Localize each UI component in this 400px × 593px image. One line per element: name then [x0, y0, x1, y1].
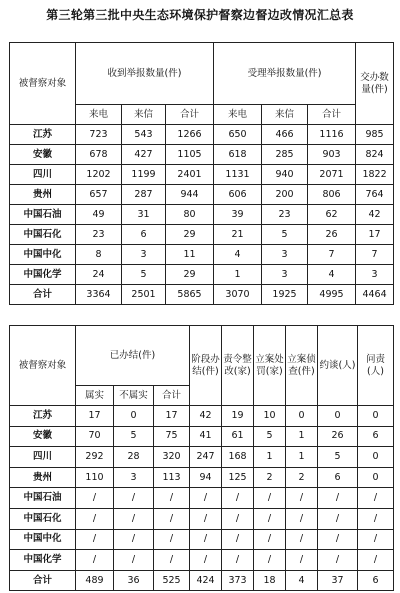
- table-row: [10, 205, 394, 225]
- table-cell: 606: [214, 185, 262, 205]
- header-completed: 已办结(件): [76, 326, 190, 386]
- table-cell: 168: [222, 447, 254, 468]
- row-label: 贵州: [10, 185, 76, 205]
- table-cell: /: [254, 488, 286, 509]
- table-cell: 42: [356, 205, 394, 225]
- row-label: 江苏: [10, 125, 76, 145]
- table-cell: /: [318, 529, 358, 550]
- table-cell: 28: [114, 447, 154, 468]
- table-cell: 42: [190, 406, 222, 427]
- table-cell: /: [358, 550, 394, 571]
- subheader-call: 来电: [76, 105, 122, 125]
- table-cell: /: [286, 488, 318, 509]
- table-cell: 1: [254, 447, 286, 468]
- row-label: 中国石化: [10, 508, 76, 529]
- table-cell: 4: [214, 245, 262, 265]
- header-transferred: 交办数量(件): [356, 43, 394, 125]
- table-cell: 75: [154, 426, 190, 447]
- table-cell: 49: [76, 205, 122, 225]
- header-target: 被督察对象: [10, 43, 76, 125]
- table-row: [10, 265, 394, 285]
- table-cell: 806: [308, 185, 356, 205]
- table-cell: 903: [308, 145, 356, 165]
- subheader-not-true: 不属实: [114, 386, 154, 406]
- table-cell: 292: [76, 447, 114, 468]
- row-label: 中国中化: [10, 245, 76, 265]
- table-cell: 17: [356, 225, 394, 245]
- table-cell: 1: [214, 265, 262, 285]
- table-cell: 0: [358, 447, 394, 468]
- table-cell: 5: [318, 447, 358, 468]
- row-label: 中国石油: [10, 205, 76, 225]
- table-cell: 80: [166, 205, 214, 225]
- table-cell: 0: [358, 467, 394, 488]
- table-cell: 26: [308, 225, 356, 245]
- table-cell: 2: [286, 467, 318, 488]
- table-cell: 2071: [308, 165, 356, 185]
- table-cell: /: [114, 508, 154, 529]
- table-cell: /: [358, 488, 394, 509]
- table-cell: /: [286, 529, 318, 550]
- table-cell: 26: [318, 426, 358, 447]
- table-cell: 427: [122, 145, 166, 165]
- header-case-investigation: 立案侦查(件): [286, 326, 318, 406]
- table-cell: 29: [166, 225, 214, 245]
- table-row: [10, 550, 394, 571]
- table-row: [10, 529, 394, 550]
- table-cell: 17: [76, 406, 114, 427]
- row-label: 四川: [10, 447, 76, 468]
- table-cell: 41: [190, 426, 222, 447]
- table-cell: 110: [76, 467, 114, 488]
- table-row: [10, 245, 394, 265]
- table-cell: 1105: [166, 145, 214, 165]
- table-cell: 678: [76, 145, 122, 165]
- row-label: 安徽: [10, 145, 76, 165]
- table-cell: 7: [356, 245, 394, 265]
- table-cell: /: [318, 508, 358, 529]
- table-cell: 125: [222, 467, 254, 488]
- table-cell: 31: [122, 205, 166, 225]
- table-row: [10, 285, 394, 305]
- table-cell: 29: [166, 265, 214, 285]
- table-cell: /: [222, 550, 254, 571]
- page-title: 第三轮第三批中央生态环境保护督察边督边改情况汇总表: [46, 8, 354, 22]
- header-interviews: 约谈(人): [318, 326, 358, 406]
- table-row: [10, 125, 394, 145]
- table-cell: 4995: [308, 285, 356, 305]
- table-cell: 287: [122, 185, 166, 205]
- table-cell: 940: [262, 165, 308, 185]
- table-cell: 1822: [356, 165, 394, 185]
- table-row: [10, 406, 394, 427]
- table-cell: 657: [76, 185, 122, 205]
- table-cell: /: [114, 550, 154, 571]
- table-cell: 3: [114, 467, 154, 488]
- table-cell: 0: [286, 406, 318, 427]
- row-label: 中国化学: [10, 265, 76, 285]
- row-label: 贵州: [10, 467, 76, 488]
- table-cell: 0: [318, 406, 358, 427]
- row-label: 安徽: [10, 426, 76, 447]
- table-cell: 1266: [166, 125, 214, 145]
- subheader-total: 合计: [308, 105, 356, 125]
- table-cell: 5: [254, 426, 286, 447]
- table-cell: 424: [190, 570, 222, 591]
- row-label: 合计: [10, 570, 76, 591]
- table-cell: /: [154, 550, 190, 571]
- table-cell: /: [222, 529, 254, 550]
- table-cell: 70: [76, 426, 114, 447]
- header-ordered-rectification: 责令整改(家): [222, 326, 254, 406]
- table-cell: /: [222, 488, 254, 509]
- table-cell: /: [76, 529, 114, 550]
- header-accountability: 问责(人): [358, 326, 394, 406]
- table-cell: 7: [308, 245, 356, 265]
- table-cell: /: [358, 529, 394, 550]
- table-row: [10, 165, 394, 185]
- subheader-call: 来电: [214, 105, 262, 125]
- table-cell: 723: [76, 125, 122, 145]
- header-case-penalty: 立案处罚(家): [254, 326, 286, 406]
- table-cell: /: [190, 488, 222, 509]
- reports-table: [9, 42, 394, 305]
- subheader-letter: 来信: [122, 105, 166, 125]
- table-cell: 62: [308, 205, 356, 225]
- table-cell: 18: [254, 570, 286, 591]
- table-cell: 23: [262, 205, 308, 225]
- table-cell: 3364: [76, 285, 122, 305]
- table-cell: 39: [214, 205, 262, 225]
- table-cell: 1116: [308, 125, 356, 145]
- table-cell: /: [190, 529, 222, 550]
- table-cell: /: [76, 488, 114, 509]
- table-cell: 4: [286, 570, 318, 591]
- table-row: [10, 467, 394, 488]
- table-cell: 1202: [76, 165, 122, 185]
- table-cell: /: [222, 508, 254, 529]
- table-cell: /: [114, 488, 154, 509]
- table-cell: 466: [262, 125, 308, 145]
- table-cell: /: [318, 550, 358, 571]
- table-cell: /: [154, 488, 190, 509]
- table-cell: /: [190, 550, 222, 571]
- table-cell: /: [286, 550, 318, 571]
- table-cell: 247: [190, 447, 222, 468]
- table-cell: 373: [222, 570, 254, 591]
- table-cell: 3070: [214, 285, 262, 305]
- table-cell: 618: [214, 145, 262, 165]
- table-cell: 6: [122, 225, 166, 245]
- table-row: [10, 225, 394, 245]
- table-cell: /: [254, 508, 286, 529]
- table-cell: /: [254, 529, 286, 550]
- table-cell: 1: [286, 426, 318, 447]
- table-cell: 3: [262, 265, 308, 285]
- table-cell: 5: [262, 225, 308, 245]
- row-label: 四川: [10, 165, 76, 185]
- row-label: 中国石油: [10, 488, 76, 509]
- table-cell: 525: [154, 570, 190, 591]
- table-cell: /: [190, 508, 222, 529]
- table-cell: 5865: [166, 285, 214, 305]
- table-cell: 320: [154, 447, 190, 468]
- table-cell: 1199: [122, 165, 166, 185]
- table-row: [10, 447, 394, 468]
- table-cell: 19: [222, 406, 254, 427]
- table-cell: /: [154, 529, 190, 550]
- table-cell: 6: [358, 570, 394, 591]
- table-cell: 3: [356, 265, 394, 285]
- row-label: 江苏: [10, 406, 76, 427]
- table-cell: 36: [114, 570, 154, 591]
- row-label: 中国石化: [10, 225, 76, 245]
- table-cell: 23: [76, 225, 122, 245]
- table-cell: 200: [262, 185, 308, 205]
- table-cell: 650: [214, 125, 262, 145]
- table-cell: 1: [286, 447, 318, 468]
- table-cell: 824: [356, 145, 394, 165]
- table-cell: 113: [154, 467, 190, 488]
- table-cell: 17: [154, 406, 190, 427]
- table-cell: /: [154, 508, 190, 529]
- table-cell: 5: [114, 426, 154, 447]
- table-cell: /: [286, 508, 318, 529]
- table-cell: 6: [358, 426, 394, 447]
- table-cell: 6: [318, 467, 358, 488]
- row-label: 中国中化: [10, 529, 76, 550]
- table-cell: 985: [356, 125, 394, 145]
- table-row: [10, 426, 394, 447]
- table-cell: 764: [356, 185, 394, 205]
- table-row: [10, 570, 394, 591]
- table-cell: 94: [190, 467, 222, 488]
- header-target: 被督察对象: [10, 326, 76, 406]
- table-cell: 2401: [166, 165, 214, 185]
- table-cell: 24: [76, 265, 122, 285]
- table-cell: 1131: [214, 165, 262, 185]
- table-cell: 3: [122, 245, 166, 265]
- table-cell: 21: [214, 225, 262, 245]
- header-reports-received: 收到举报数量(件): [76, 43, 214, 105]
- table-cell: 5: [122, 265, 166, 285]
- table-cell: /: [114, 529, 154, 550]
- table-cell: 4464: [356, 285, 394, 305]
- header-reports-accepted: 受理举报数量(件): [214, 43, 356, 105]
- subheader-letter: 来信: [262, 105, 308, 125]
- table-cell: 489: [76, 570, 114, 591]
- table-row: [10, 185, 394, 205]
- table-cell: 1925: [262, 285, 308, 305]
- table-cell: 543: [122, 125, 166, 145]
- row-label: 合计: [10, 285, 76, 305]
- table-cell: /: [76, 508, 114, 529]
- subheader-total: 合计: [166, 105, 214, 125]
- handling-table: [9, 325, 394, 591]
- table-cell: /: [358, 508, 394, 529]
- table-cell: /: [76, 550, 114, 571]
- table-cell: /: [318, 488, 358, 509]
- table-cell: /: [254, 550, 286, 571]
- table-cell: 4: [308, 265, 356, 285]
- subheader-total: 合计: [154, 386, 190, 406]
- table-row: [10, 488, 394, 509]
- header-phase-completed: 阶段办结(件): [190, 326, 222, 406]
- table-row: [10, 508, 394, 529]
- table-cell: 61: [222, 426, 254, 447]
- table-cell: 2501: [122, 285, 166, 305]
- table-cell: 11: [166, 245, 214, 265]
- table-cell: 0: [358, 406, 394, 427]
- table-row: [10, 145, 394, 165]
- table-cell: 2: [254, 467, 286, 488]
- subheader-true: 属实: [76, 386, 114, 406]
- table-cell: 0: [114, 406, 154, 427]
- table-cell: 8: [76, 245, 122, 265]
- table-cell: 285: [262, 145, 308, 165]
- table-cell: 10: [254, 406, 286, 427]
- table-cell: 3: [262, 245, 308, 265]
- row-label: 中国化学: [10, 550, 76, 571]
- table-cell: 37: [318, 570, 358, 591]
- table-cell: 944: [166, 185, 214, 205]
